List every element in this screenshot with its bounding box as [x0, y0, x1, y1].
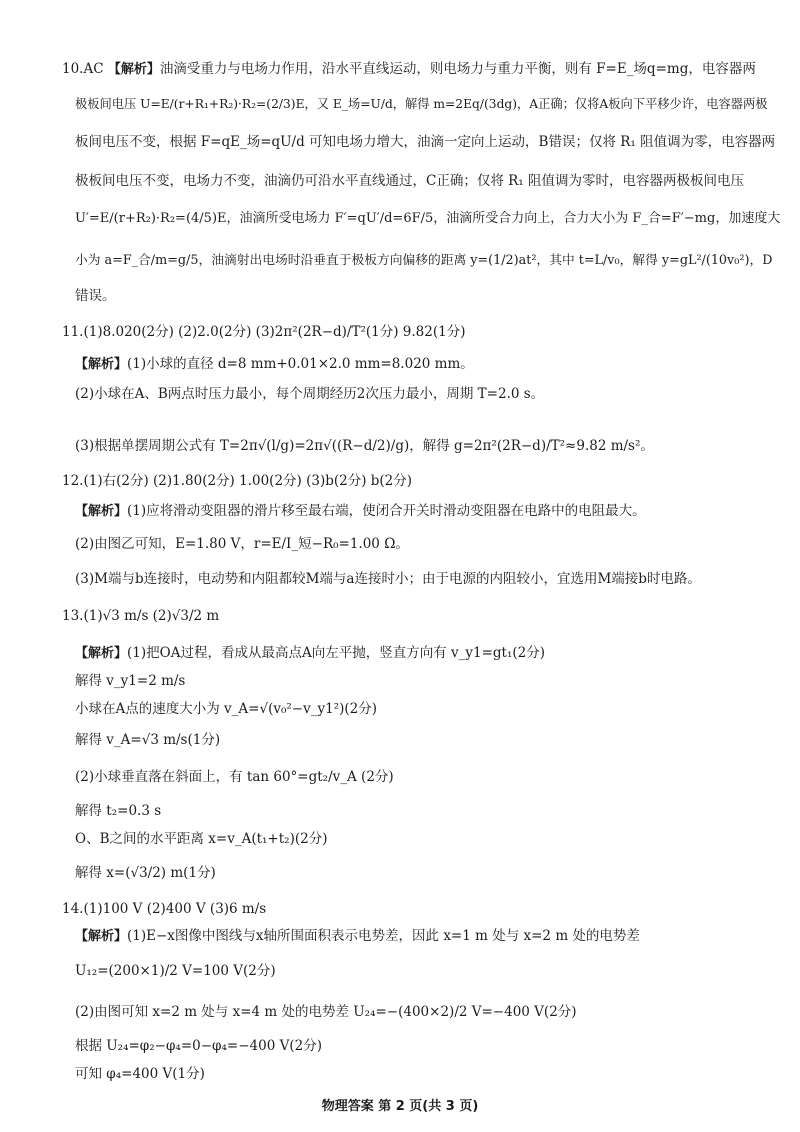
analysis-tag: 【解析】	[75, 357, 128, 372]
analysis-tag: 【解析】	[75, 504, 128, 519]
q14-answer: 14.(1)100 V (2)400 V (3)6 m/s	[62, 901, 267, 917]
q11-answer: 11.(1)8.020(2分) (2)2.0(2分) (3)2π²(2R−d)/T²(1分) 9.82(1分)	[62, 324, 466, 340]
q10-line-5: U′=E/(r+R₂)·R₂=(4/5)E，油滴所受电场力 F′=qU′/d=6F/5，油滴所受合力向上，合力大小为 F_合=F′−mg，加速度大	[75, 211, 781, 226]
analysis-tag: 【解析】	[107, 62, 160, 77]
q12-analysis-1: 【解析】(1)应将滑动变阻器的滑片移至最右端，使闭合开关时滑动变阻器在电路中的电阻最大。	[75, 503, 646, 519]
q10-line-6: 小为 a=F_合/m=g/5，油滴射出电场时沿垂直于极板方向偏移的距离 y=(1/2)at²，其中 t=L/v₀，解得 y=gL²/(10v₀²)，D	[75, 253, 773, 268]
q13-number: 13.	[62, 608, 84, 624]
q13-analysis-8: 解得 x=(√3/2) m(1分)	[75, 865, 216, 881]
q13-analysis-2: 解得 v_y1=2 m/s	[75, 673, 186, 689]
q14-analysis-5: 可知 φ₄=400 V(1分)	[75, 1066, 205, 1082]
q11-analysis-2: (2)小球在A、B两点时压力最小，每个周期经历2次压力最小，周期 T=2.0 s。	[75, 386, 545, 402]
q14-number: 14.	[62, 901, 84, 917]
q12-answer: 12.(1)右(2分) (2)1.80(2分) 1.00(2分) (3)b(2分) b(2分)	[62, 473, 413, 489]
q13-analysis-6: 解得 t₂=0.3 s	[75, 803, 162, 819]
q12-analysis-3: (3)M端与b连接时，电动势和内阻都较M端与a连接时小；由于电源的内阻较小，宜选用M端接b时电路。	[75, 571, 701, 587]
q10-line-1: 10.AC 【解析】油滴受重力与电场力作用，沿水平直线运动，则电场力与重力平衡，则有 F=E_场q=mg，电容器两	[62, 61, 756, 77]
page-footer: 物理答案 第 2 页(共 3 页)	[321, 1099, 479, 1114]
q14-analysis-3: (2)由图可知 x=2 m 处与 x=4 m 处的电势差 U₂₄=−(400×2)/2 V=−400 V(2分)	[75, 1004, 577, 1020]
q10-line-3: 板间电压不变，根据 F=qE_场=qU/d 可知电场力增大，油滴一定向上运动，B错误；仅将 R₁ 阻值调为零，电容器两	[75, 134, 776, 150]
q13-analysis-4: 解得 v_A=√3 m/s(1分)	[75, 732, 221, 748]
q12-analysis-2: (2)由图乙可知，E=1.80 V，r=E/I_短−R₀=1.00 Ω。	[75, 536, 409, 552]
q14-analysis-1: 【解析】(1)E−x图像中图线与x轴所围面积表示电势差，因此 x=1 m 处与 x=2 m 处的电势差	[75, 928, 640, 944]
q10-line-4: 极板间电压不变，电场力不变，油滴仍可沿水平直线通过，C正确；仅将 R₁ 阻值调为零时，电容器两极板间电压	[75, 173, 744, 189]
q11-number: 11.	[62, 324, 84, 340]
q10-line-7: 错误。	[75, 288, 116, 304]
q13-analysis-7: O、B之间的水平距离 x=v_A(t₁+t₂)(2分)	[75, 831, 328, 847]
q13-analysis-5: (2)小球垂直落在斜面上，有 tan 60°=gt₂/v_A (2分)	[75, 769, 394, 785]
q14-analysis-4: 根据 U₂₄=φ₂−φ₄=0−φ₄=−400 V(2分)	[75, 1038, 322, 1054]
q10-number: 10.AC	[62, 61, 108, 77]
q10-line-2: 极板间电压 U=E/(r+R₁+R₂)·R₂=(2/3)E，又 E_场=U/d，解得 m=2Eq/(3dg)，A正确；仅将A板向下平移少许，电容器两极	[75, 97, 768, 111]
q11-analysis-1: 【解析】(1)小球的直径 d=8 mm+0.01×2.0 mm=8.020 mm。	[75, 356, 474, 372]
q11-analysis-3: (3)根据单摆周期公式有 T=2π√(l/g)=2π√((R−d/2)/g)，解得 g=2π²(2R−d)/T²≈9.82 m/s²。	[75, 438, 654, 454]
analysis-tag: 【解析】	[75, 929, 128, 944]
q14-analysis-2: U₁₂=(200×1)/2 V=100 V(2分)	[75, 963, 276, 979]
q13-analysis-1: 【解析】(1)把OA过程，看成从最高点A向左平抛，竖直方向有 v_y1=gt₁(2分)	[75, 645, 546, 661]
analysis-tag: 【解析】	[75, 646, 128, 661]
q12-number: 12.	[62, 473, 84, 489]
q13-analysis-3: 小球在A点的速度大小为 v_A=√(v₀²−v_y1²)(2分)	[75, 701, 378, 717]
q13-answer: 13.(1)√3 m/s (2)√3/2 m	[62, 608, 220, 624]
